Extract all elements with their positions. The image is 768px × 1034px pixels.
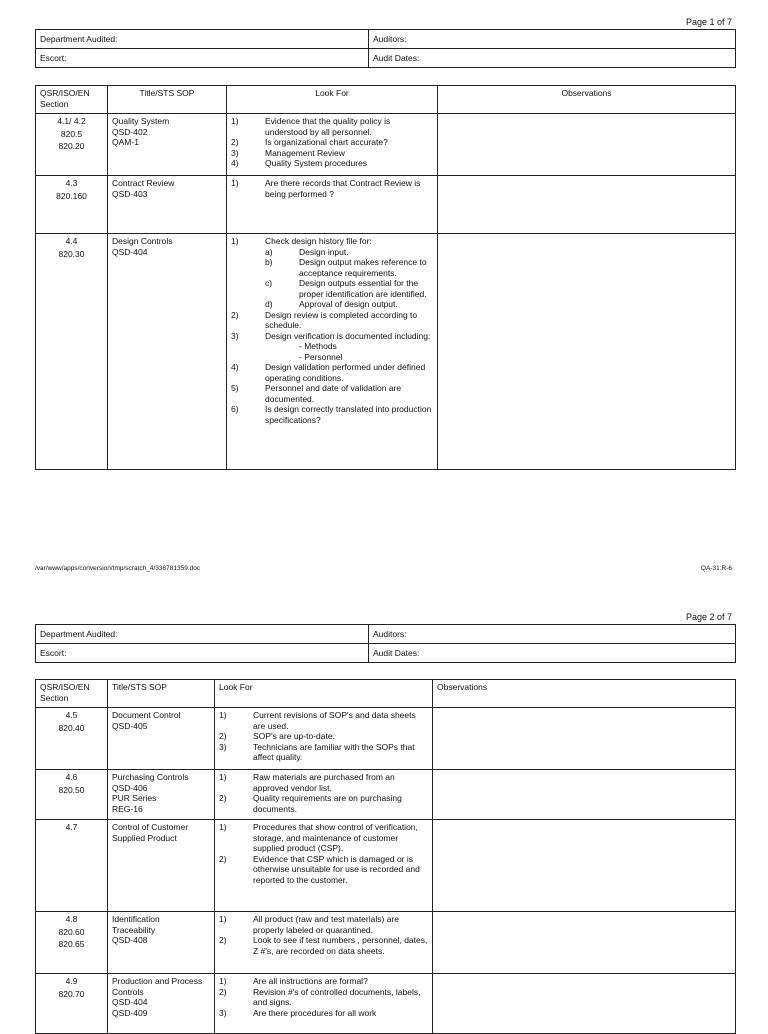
title-cell <box>108 234 227 470</box>
look-for-item <box>231 310 433 331</box>
column-header-title: Title/STS SOP <box>108 680 215 708</box>
section-cell <box>36 770 108 820</box>
section-number: 4.4 <box>65 236 78 246</box>
column-header-title: Title/STS SOP <box>108 86 227 114</box>
section-number: 820.30 <box>58 248 85 259</box>
title-cell <box>108 708 215 770</box>
section-number: 4.7 <box>65 822 78 832</box>
section-number: 820.60 <box>58 926 85 937</box>
look-for-item <box>219 793 428 814</box>
column-header-section: QSR/ISO/EN Section <box>36 680 108 708</box>
table-row <box>36 176 736 234</box>
observations-cell[interactable] <box>433 820 736 912</box>
escort-label: Escort: <box>36 644 369 663</box>
observations-cell[interactable] <box>433 770 736 820</box>
table-row <box>36 820 736 912</box>
section-cell <box>36 176 108 234</box>
department-audited-label: Department Audited: <box>36 625 369 644</box>
item-text: Technicians are familiar with the SOPs that affect quality. <box>253 741 415 762</box>
table-row <box>36 708 736 770</box>
item-text: Approval of design output. <box>299 299 398 309</box>
column-header-observations: Observations <box>433 680 736 708</box>
item-text: Current revisions of SOP's and data sheets are used. <box>253 710 416 731</box>
section-cell <box>36 708 108 770</box>
item-text: Design input. <box>299 246 349 257</box>
item-number: 1) <box>231 116 239 126</box>
page-number: Page 1 of 7 <box>685 17 732 27</box>
item-number: 2) <box>219 986 227 997</box>
column-header-look-for: Look For <box>215 680 433 708</box>
audit-dates-label: Audit Dates: <box>369 644 736 663</box>
title-cell <box>108 770 215 820</box>
item-number: 4) <box>231 158 239 168</box>
look-for-item <box>231 116 433 137</box>
look-for-cell <box>215 974 433 1034</box>
title-line: Control of Customer Supplied Product <box>112 822 189 843</box>
column-header-observations: Observations <box>438 86 736 114</box>
item-text: Personnel and date of validation are documented. <box>265 383 402 404</box>
section-cell <box>36 820 108 912</box>
item-number: 6) <box>231 404 239 414</box>
section-cell <box>36 234 108 470</box>
item-number: 1) <box>219 976 227 986</box>
item-text: Procedures that show control of verification, storage, and maintenance of customer supplied product (CSP). <box>253 822 418 853</box>
column-header-section: QSR/ISO/EN Section <box>36 86 108 114</box>
item-text: Look to see if test numbers , personnel, dates, Z #'s, are recorded on data sheets. <box>253 935 428 956</box>
look-for-cell <box>215 912 433 974</box>
section-number: 820.70 <box>58 988 85 999</box>
look-for-item <box>219 772 428 793</box>
title-cell <box>108 820 215 912</box>
look-for-cell <box>215 820 433 912</box>
item-number: 2) <box>219 731 227 741</box>
item-text: Evidence that the quality policy is understood by all personnel. <box>265 116 391 137</box>
item-text: Management Review <box>265 147 345 158</box>
item-text: - Personnel <box>299 351 343 362</box>
item-number: c) <box>265 278 273 288</box>
audit-dates-label: Audit Dates: <box>369 49 736 68</box>
title-line: PUR Series <box>112 793 157 803</box>
title-line: QSD-409 <box>112 1007 148 1018</box>
look-for-item <box>219 935 428 956</box>
item-number: b) <box>265 257 273 267</box>
look-for-item <box>219 914 428 935</box>
item-number: 1) <box>219 822 227 832</box>
look-for-item <box>231 331 433 342</box>
item-text: Are all instructions are formal? <box>253 976 368 986</box>
look-for-item <box>231 236 433 247</box>
look-for-cell <box>227 176 438 234</box>
look-for-cell <box>215 708 433 770</box>
section-number: 820.50 <box>58 784 85 795</box>
item-number <box>265 341 299 352</box>
item-text: Is design correctly translated into production specifications? <box>265 404 432 425</box>
item-number: 2) <box>219 853 227 864</box>
table-row <box>36 234 736 470</box>
item-text: Quality requirements are on purchasing documents. <box>253 793 402 814</box>
item-text: Check design history file for: <box>265 236 372 246</box>
escort-label: Escort: <box>36 49 369 68</box>
title-cell <box>108 114 227 176</box>
observations-cell[interactable] <box>438 114 736 176</box>
title-line: QSD-403 <box>112 188 148 199</box>
item-text: Are there procedures for all work <box>253 1007 377 1018</box>
item-text: Design output makes reference to acceptance requirements. <box>299 257 427 278</box>
item-text: Raw materials are purchased from an approved vendor list. <box>253 772 395 793</box>
audit-checklist-table <box>35 85 736 470</box>
item-number: d) <box>265 299 273 309</box>
section-cell <box>36 114 108 176</box>
item-number: 1) <box>231 236 239 246</box>
auditors-label: Auditors: <box>369 625 736 644</box>
section-number: 820.5 <box>60 128 83 139</box>
look-for-cell <box>227 234 438 470</box>
look-for-item <box>231 362 433 383</box>
title-line: Design Controls <box>112 236 173 246</box>
look-for-item <box>265 299 433 310</box>
title-line: QSD-404 <box>112 997 148 1007</box>
title-line: Document Control <box>112 710 181 720</box>
section-number: 820.40 <box>58 722 85 733</box>
item-number: 1) <box>219 710 227 720</box>
title-cell <box>108 176 227 234</box>
section-number: 4.1/ 4.2 <box>57 116 86 126</box>
title-line: Quality System <box>112 116 170 126</box>
table-row <box>36 114 736 176</box>
table-row <box>36 912 736 974</box>
item-text: Design outputs essential for the proper identification are identified. <box>299 278 427 299</box>
section-number: 820.20 <box>58 141 85 151</box>
footer-form-id: QA-31:R-6 <box>700 565 732 572</box>
look-for-item <box>265 352 433 363</box>
item-number: a) <box>265 246 273 257</box>
observations-cell[interactable] <box>438 234 736 470</box>
look-for-cell <box>215 770 433 820</box>
section-number: 4.9 <box>65 976 78 986</box>
look-for-item <box>231 148 433 159</box>
item-number: 1) <box>219 772 227 782</box>
title-line: Traceability <box>112 924 156 935</box>
observations-cell[interactable] <box>433 974 736 1034</box>
look-for-item <box>219 854 428 886</box>
look-for-item <box>219 822 428 854</box>
audit-header-table <box>35 29 736 68</box>
column-header-look-for: Look For <box>227 86 438 114</box>
title-cell <box>108 974 215 1034</box>
look-for-item <box>265 278 433 299</box>
section-number: 820.160 <box>56 190 87 201</box>
item-text: Evidence that CSP which is damaged or is otherwise unsuitable for use is recorded and reported to the customer. <box>253 853 420 885</box>
page-number: Page 2 of 7 <box>685 612 732 622</box>
audit-checklist-table <box>35 679 736 1034</box>
item-text: Design review is completed according to schedule. <box>265 309 418 330</box>
look-for-item <box>231 158 433 169</box>
title-cell <box>108 912 215 974</box>
title-line: QSD-405 <box>112 720 148 731</box>
section-number: 4.8 <box>65 914 78 924</box>
department-audited-label: Department Audited: <box>36 30 369 49</box>
item-number: 2) <box>231 137 239 147</box>
look-for-item <box>231 178 433 199</box>
look-for-item <box>231 404 433 425</box>
section-cell <box>36 912 108 974</box>
title-line: Purchasing Controls <box>112 772 189 782</box>
item-number: 2) <box>219 935 227 945</box>
look-for-item <box>219 731 428 742</box>
item-number: 2) <box>219 793 227 803</box>
item-text: Are there records that Contract Review is being performed ? <box>265 178 421 199</box>
look-for-item <box>231 137 433 148</box>
item-text: Design verification is documented including: <box>265 330 431 341</box>
look-for-item <box>265 341 433 352</box>
item-number: 3) <box>231 147 239 158</box>
item-number: 1) <box>231 178 239 188</box>
item-text: - Methods <box>299 341 337 351</box>
item-number: 1) <box>219 914 227 924</box>
look-for-item <box>219 1008 428 1019</box>
observations-cell[interactable] <box>433 912 736 974</box>
title-line: QAM-1 <box>112 137 139 147</box>
look-for-item <box>219 976 428 987</box>
title-line: Identification <box>112 914 160 924</box>
title-line: Production and Process Controls <box>112 976 203 997</box>
item-number: 4) <box>231 362 239 372</box>
title-line: QSD-404 <box>112 246 148 257</box>
item-number: 5) <box>231 383 239 393</box>
look-for-item <box>219 987 428 1008</box>
item-number: 3) <box>219 741 227 752</box>
item-text: Quality System procedures <box>265 158 368 168</box>
table-row <box>36 770 736 820</box>
look-for-item <box>265 257 433 278</box>
title-line: QSD-408 <box>112 935 148 945</box>
section-number: 820.65 <box>58 939 85 949</box>
item-number <box>265 352 299 363</box>
table-row <box>36 974 736 1034</box>
look-for-item <box>231 383 433 404</box>
item-number: 2) <box>231 309 239 320</box>
observations-cell[interactable] <box>433 708 736 770</box>
look-for-item <box>219 742 428 763</box>
title-line: REG-16 <box>112 803 143 814</box>
section-number: 4.6 <box>65 772 78 782</box>
footer-file-path: /var/www/apps/conversion/tmp/scratch_4/336781359.doc <box>35 565 201 572</box>
look-for-item <box>219 710 428 731</box>
item-number: 3) <box>219 1007 227 1018</box>
auditors-label: Auditors: <box>369 30 736 49</box>
item-text: All product (raw and test materials) are properly labeled or quarantined. <box>253 914 399 935</box>
section-number: 4.5 <box>65 710 78 720</box>
section-number: 4.3 <box>65 178 78 188</box>
look-for-cell <box>227 114 438 176</box>
title-line: QSD-402 <box>112 126 148 137</box>
item-text: Is organizational chart accurate? <box>265 137 388 147</box>
audit-header-table <box>35 624 736 663</box>
title-line: QSD-406 <box>112 782 148 793</box>
title-line: Contract Review <box>112 178 175 188</box>
item-text: Revision #'s of controlled documents, labels, and signs. <box>253 986 421 1007</box>
item-number: 3) <box>231 330 239 341</box>
observations-cell[interactable] <box>438 176 736 234</box>
section-cell <box>36 974 108 1034</box>
item-text: Design validation performed under defined operating conditions. <box>265 362 426 383</box>
look-for-item <box>265 247 433 258</box>
item-text: SOP's are up-to-date. <box>253 731 335 741</box>
